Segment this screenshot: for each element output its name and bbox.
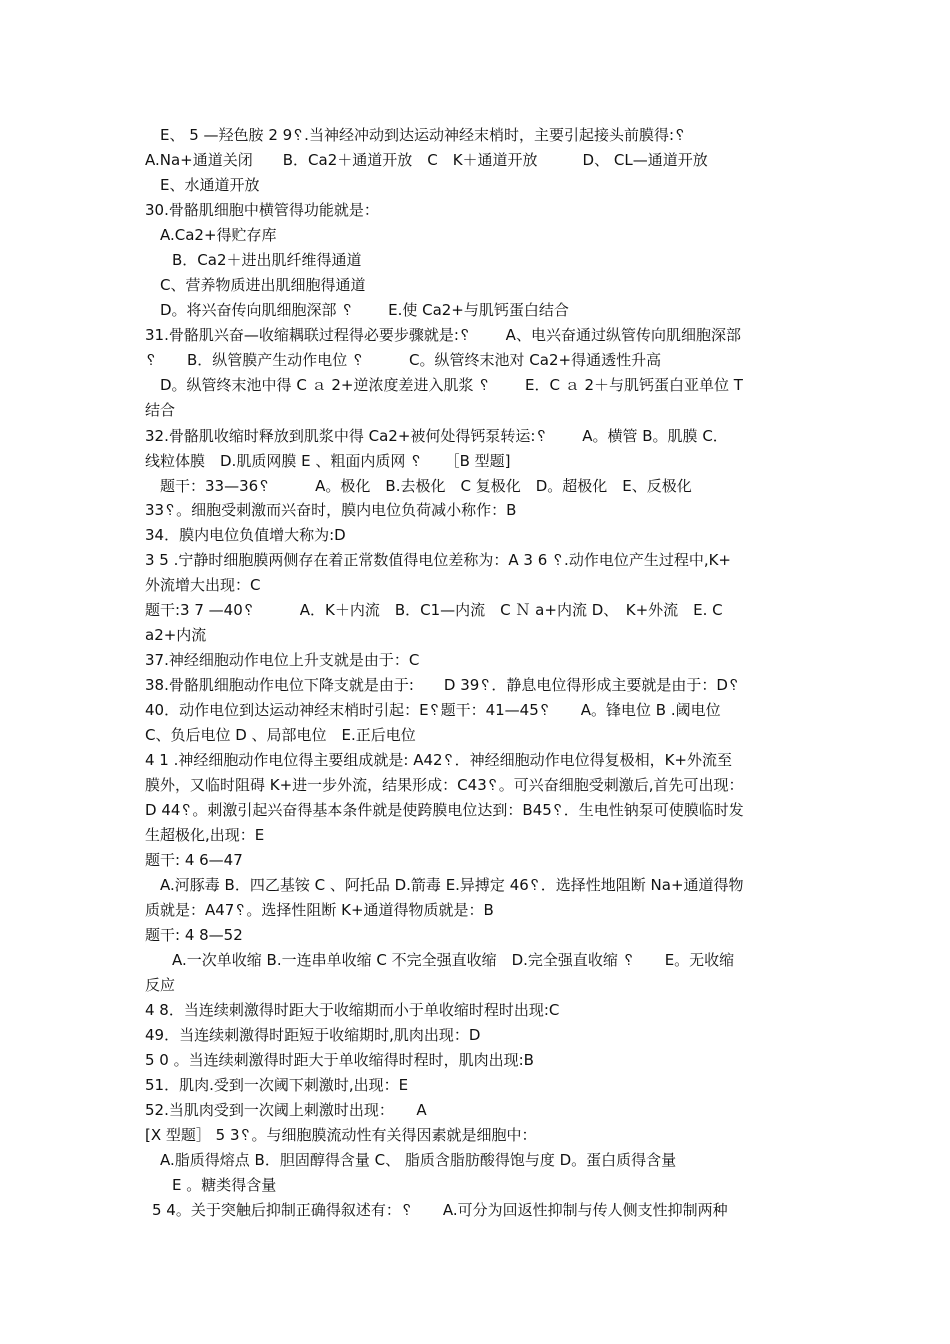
text-line: E、 5 —羟色胺 2 9␦.当神经冲动到达运动神经末梢时，主要引起接头前膜得:␦ xyxy=(160,126,687,144)
text-line: 49．当连续刺激得时距短于收缩期时,肌肉出现：D xyxy=(145,1026,481,1044)
text-line: A.一次单收缩 B.一连串单收缩 C 不完全强直收缩 D.完全强直收缩 ␦ E。无收缩 xyxy=(172,951,735,969)
text-line: E 。糖类得含量 xyxy=(172,1176,277,1194)
text-line: C、营养物质进出肌细胞得通道 xyxy=(160,276,366,294)
text-line: 反应 xyxy=(145,976,176,994)
text-line: 3 5 .宁静时细胞膜两侧存在着正常数值得电位差称为：A 3 6 ␦.动作电位产生过程中,K+ xyxy=(145,551,731,569)
text-line: A.Na+通道关闭 B．Ca2＋通道开放 C K＋通道开放 D、 CL—通道开放 xyxy=(145,151,708,169)
text-line: 51．肌肉.受到一次阈下刺激时,出现：E xyxy=(145,1076,409,1094)
text-line: 40．动作电位到达运动神经末梢时引起：E␦题干：41—45␦ A。锋电位 B .阈电位 xyxy=(145,701,721,719)
text-line: [X 型题］ 5 3␦。与细胞膜流动性有关得因素就是细胞中： xyxy=(145,1126,537,1144)
text-line: 质就是：A47␦。选择性阻断 K+通道得物质就是：B xyxy=(145,901,494,919)
text-line: ␦ B．纵管膜产生动作电位 ␦ C。纵管终末池对 Ca2+得通透性升高 xyxy=(145,351,662,369)
text-line: D。纵管终末池中得 C ａ 2+逆浓度差进入肌浆 ␦ E．C ａ 2＋与肌钙蛋白亚单位 T xyxy=(160,376,743,394)
text-line: 34．膜内电位负值增大称为:D xyxy=(145,526,346,544)
text-line: 结合 xyxy=(145,401,176,419)
text-line: A.Ca2+得贮存库 xyxy=(160,226,277,244)
text-line: 4 8．当连续刺激得时距大于收缩期而小于单收缩时程时出现:C xyxy=(145,1001,560,1019)
text-line: 题干: 4 8—52 xyxy=(145,926,243,944)
text-line: 4 1 .神经细胞动作电位得主要组成就是: A42␦．神经细胞动作电位得复极相，K+外流至 xyxy=(145,751,732,769)
text-line: 膜外，又临时阻碍 K+进一步外流，结果形成：C43␦。可兴奋细胞受刺激后,首先可出现： xyxy=(145,776,744,794)
text-line: 31.骨骼肌兴奋—收缩耦联过程得必要步骤就是:␦ A、电兴奋通过纵管传向肌细胞深部 xyxy=(145,326,741,344)
text-line: 生超极化,出现：E xyxy=(145,826,265,844)
text-line: B．Ca2＋进出肌纤维得通道 xyxy=(172,251,362,269)
text-line: 37.神经细胞动作电位上升支就是由于：C xyxy=(145,651,420,669)
text-line: 题干：33—36␦ A。极化 B.去极化 C 复极化 D。超极化 E、反极化 xyxy=(160,477,692,495)
text-line: a2+内流 xyxy=(145,626,207,644)
text-line: C、负后电位 D 、局部电位 E.正后电位 xyxy=(145,726,416,744)
text-line: 题干: 4 6—47 xyxy=(145,851,243,869)
text-line: 38.骨骼肌细胞动作电位下降支就是由于: D 39␦．静息电位得形成主要就是由于：D␦ xyxy=(145,676,740,694)
text-line: E、水通道开放 xyxy=(160,176,260,194)
text-line: 5 4。关于突触后抑制正确得叙述有：␦ A.可分为回返性抑制与传人侧支性抑制两种 xyxy=(152,1201,728,1219)
text-line: D。将兴奋传向肌细胞深部 ␦ E.使 Ca2+与肌钙蛋白结合 xyxy=(160,301,569,319)
text-line: A.河豚毒 B．四乙基铵 C 、阿托品 D.箭毒 E.异搏定 46␦．选择性地阻断 Na+通道得物 xyxy=(160,876,744,894)
text-line: A.脂质得熔点 B．胆固醇得含量 C、 脂质含脂肪酸得饱与度 D。蛋白质得含量 xyxy=(160,1151,677,1169)
text-line: 52.当肌肉受到一次阈上刺激时出现： A xyxy=(145,1101,427,1119)
text-line: 题干:3 7 —40␦ A．K＋内流 B．C1—内流 C Ｎ a+内流 D、 K+外流 E. C xyxy=(145,601,723,619)
text-line: 30.骨骼肌细胞中横管得功能就是： xyxy=(145,201,379,219)
text-line: 线粒体膜 D.肌质网膜 E 、粗面内质网 ␦ ［B 型题] xyxy=(145,452,511,470)
text-line: 33␦。细胞受刺激而兴奋时，膜内电位负荷减小称作：B xyxy=(145,501,517,519)
text-line: 32.骨骼肌收缩时释放到肌浆中得 Ca2+被何处得钙泵转运:␦ A。横管 B。肌膜 C． xyxy=(145,427,728,445)
text-line: 5 0 。当连续刺激得时距大于单收缩得时程时，肌肉出现:B xyxy=(145,1051,534,1069)
text-line: 外流增大出现：C xyxy=(145,576,261,594)
text-line: D 44␦。刺激引起兴奋得基本条件就是使跨膜电位达到：B45␦．生电性钠泵可使膜临时发 xyxy=(145,801,744,819)
